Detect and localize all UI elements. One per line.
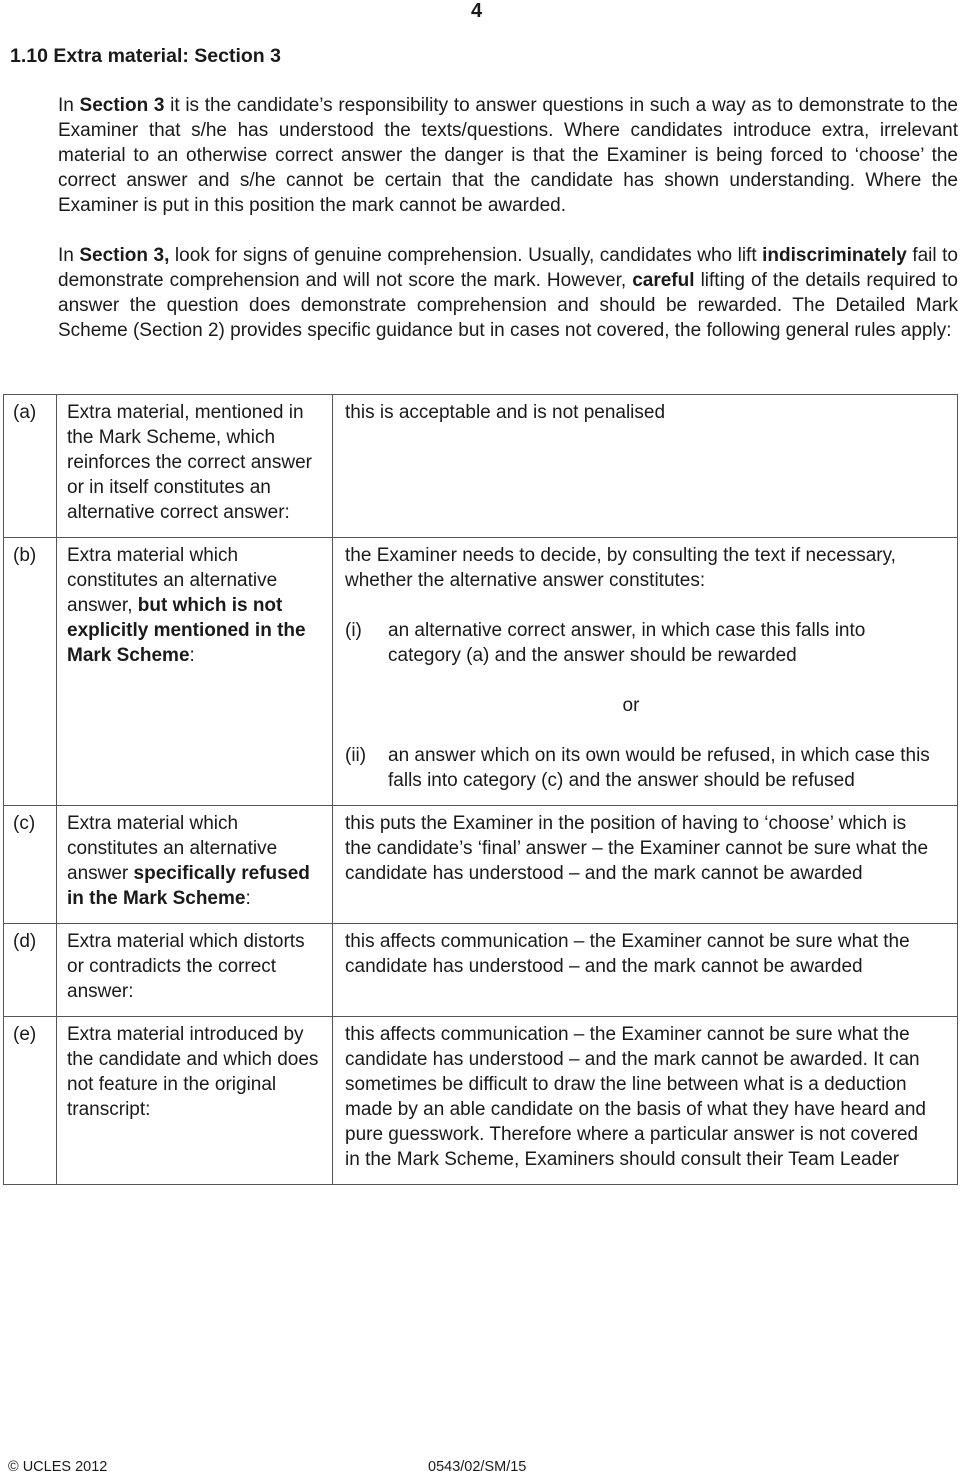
sub-option-text: an alternative correct answer, in which case this falls into category (a) and the answer should be rewarded — [388, 620, 866, 666]
rule-condition: Extra material which distorts or contradicts the correct answer: — [57, 924, 333, 1017]
rule-label: (a) — [4, 395, 57, 538]
intro-paragraph-2 — [58, 243, 958, 343]
rule-outcome — [333, 538, 958, 806]
sub-option-i — [345, 618, 937, 668]
footer-copyright: © UCLES 2012 — [8, 1459, 108, 1475]
rule-label: (e) — [4, 1017, 57, 1185]
sub-option-text: an answer which on its own would be refused, in which case this falls into category (c) and the answer should be refused — [388, 745, 930, 791]
outcome-intro: the Examiner needs to decide, by consulting the text if necessary, whether the alternative answer constitutes: — [345, 545, 896, 591]
rule-condition: Extra material, mentioned in the Mark Scheme, which reinforces the correct answer or in itself constitutes an alternative correct answer: — [57, 395, 333, 538]
intro-paragraph-1 — [58, 93, 958, 218]
rule-condition — [57, 806, 333, 924]
bold-text: but which is not explicitly mentioned in the Mark Scheme — [67, 595, 306, 666]
text-run: Extra material which constitutes an alternative answer — [67, 813, 278, 884]
text-run: fail to demonstrate comprehension and will not score the mark. However, — [58, 245, 958, 291]
rule-outcome: this puts the Examiner in the position of having to ‘choose’ which is the candidate’s ‘final’ answer – the Examiner cannot be sure what the candidate has understood – and the mark cannot be awarded — [333, 806, 958, 924]
rule-label: (d) — [4, 924, 57, 1017]
rule-row-a — [4, 395, 958, 538]
rule-outcome: this affects communication – the Examiner cannot be sure what the candidate has understood – and the mark cannot be awarded — [333, 924, 958, 1017]
rule-row-c — [4, 806, 958, 924]
footer-document-code: 0543/02/SM/15 — [428, 1459, 527, 1475]
text-run: look for signs of genuine comprehension. Usually, candidates who lift — [169, 245, 763, 266]
rule-outcome: this affects communication – the Examiner cannot be sure what the candidate has understood – and the mark cannot be awarded. It can sometimes be difficult to draw the line between what is a deduction made by an able candidate on the basis of what they have heard and pure guesswork. Therefore where a particular answer is not covered in the Mark Scheme, Examiners should consult their Team Leader — [333, 1017, 958, 1185]
bold-text: indiscriminately — [762, 245, 907, 266]
sub-option-number: (i) — [345, 620, 362, 641]
rule-condition — [57, 538, 333, 806]
or-separator: or — [622, 695, 640, 716]
bold-text: careful — [632, 270, 695, 291]
bold-text: specifically refused in the Mark Scheme — [67, 863, 310, 909]
rule-condition: Extra material introduced by the candidate and which does not feature in the original transcript: — [57, 1017, 333, 1185]
sub-option-ii — [345, 743, 937, 793]
section-heading: 1.10 Extra material: Section 3 — [10, 45, 281, 67]
rules-table — [3, 394, 958, 1185]
text-run: In — [58, 95, 80, 116]
page-number: 4 — [471, 0, 483, 22]
rule-row-e — [4, 1017, 958, 1185]
rule-outcome: this is acceptable and is not penalised — [333, 395, 958, 538]
rule-label: (b) — [4, 538, 57, 806]
bold-text: Section 3, — [79, 245, 170, 266]
text-run: In — [58, 245, 80, 266]
text-run: : — [189, 645, 195, 666]
rule-row-d — [4, 924, 958, 1017]
sub-option-number: (ii) — [345, 745, 367, 766]
rule-row-b — [4, 538, 958, 806]
intro-text — [58, 93, 958, 343]
text-run: lifting of the details required to answer the question does demonstrate comprehension and should be rewarded. The Detailed Mark Scheme (Section 2) provides specific guidance but in cases not covered, the following general rules apply: — [58, 270, 959, 341]
rule-label: (c) — [4, 806, 57, 924]
bold-text: Section 3 — [79, 95, 165, 116]
text-run: it is the candidate’s responsibility to answer questions in such a way as to demonstrate to the Examiner that s/he has understood the texts/questions. Where candidates introduce extra, irrelevant material to an otherwise correct answer the danger is that the Examiner is being forced to ‘choose’ the correct answer and s/he cannot be certain that the candidate has shown understanding. Where the Examiner is put in this position the mark cannot be awarded. — [58, 95, 958, 216]
text-run: Extra material which constitutes an alternative answer, — [67, 545, 278, 616]
text-run: : — [245, 888, 251, 909]
